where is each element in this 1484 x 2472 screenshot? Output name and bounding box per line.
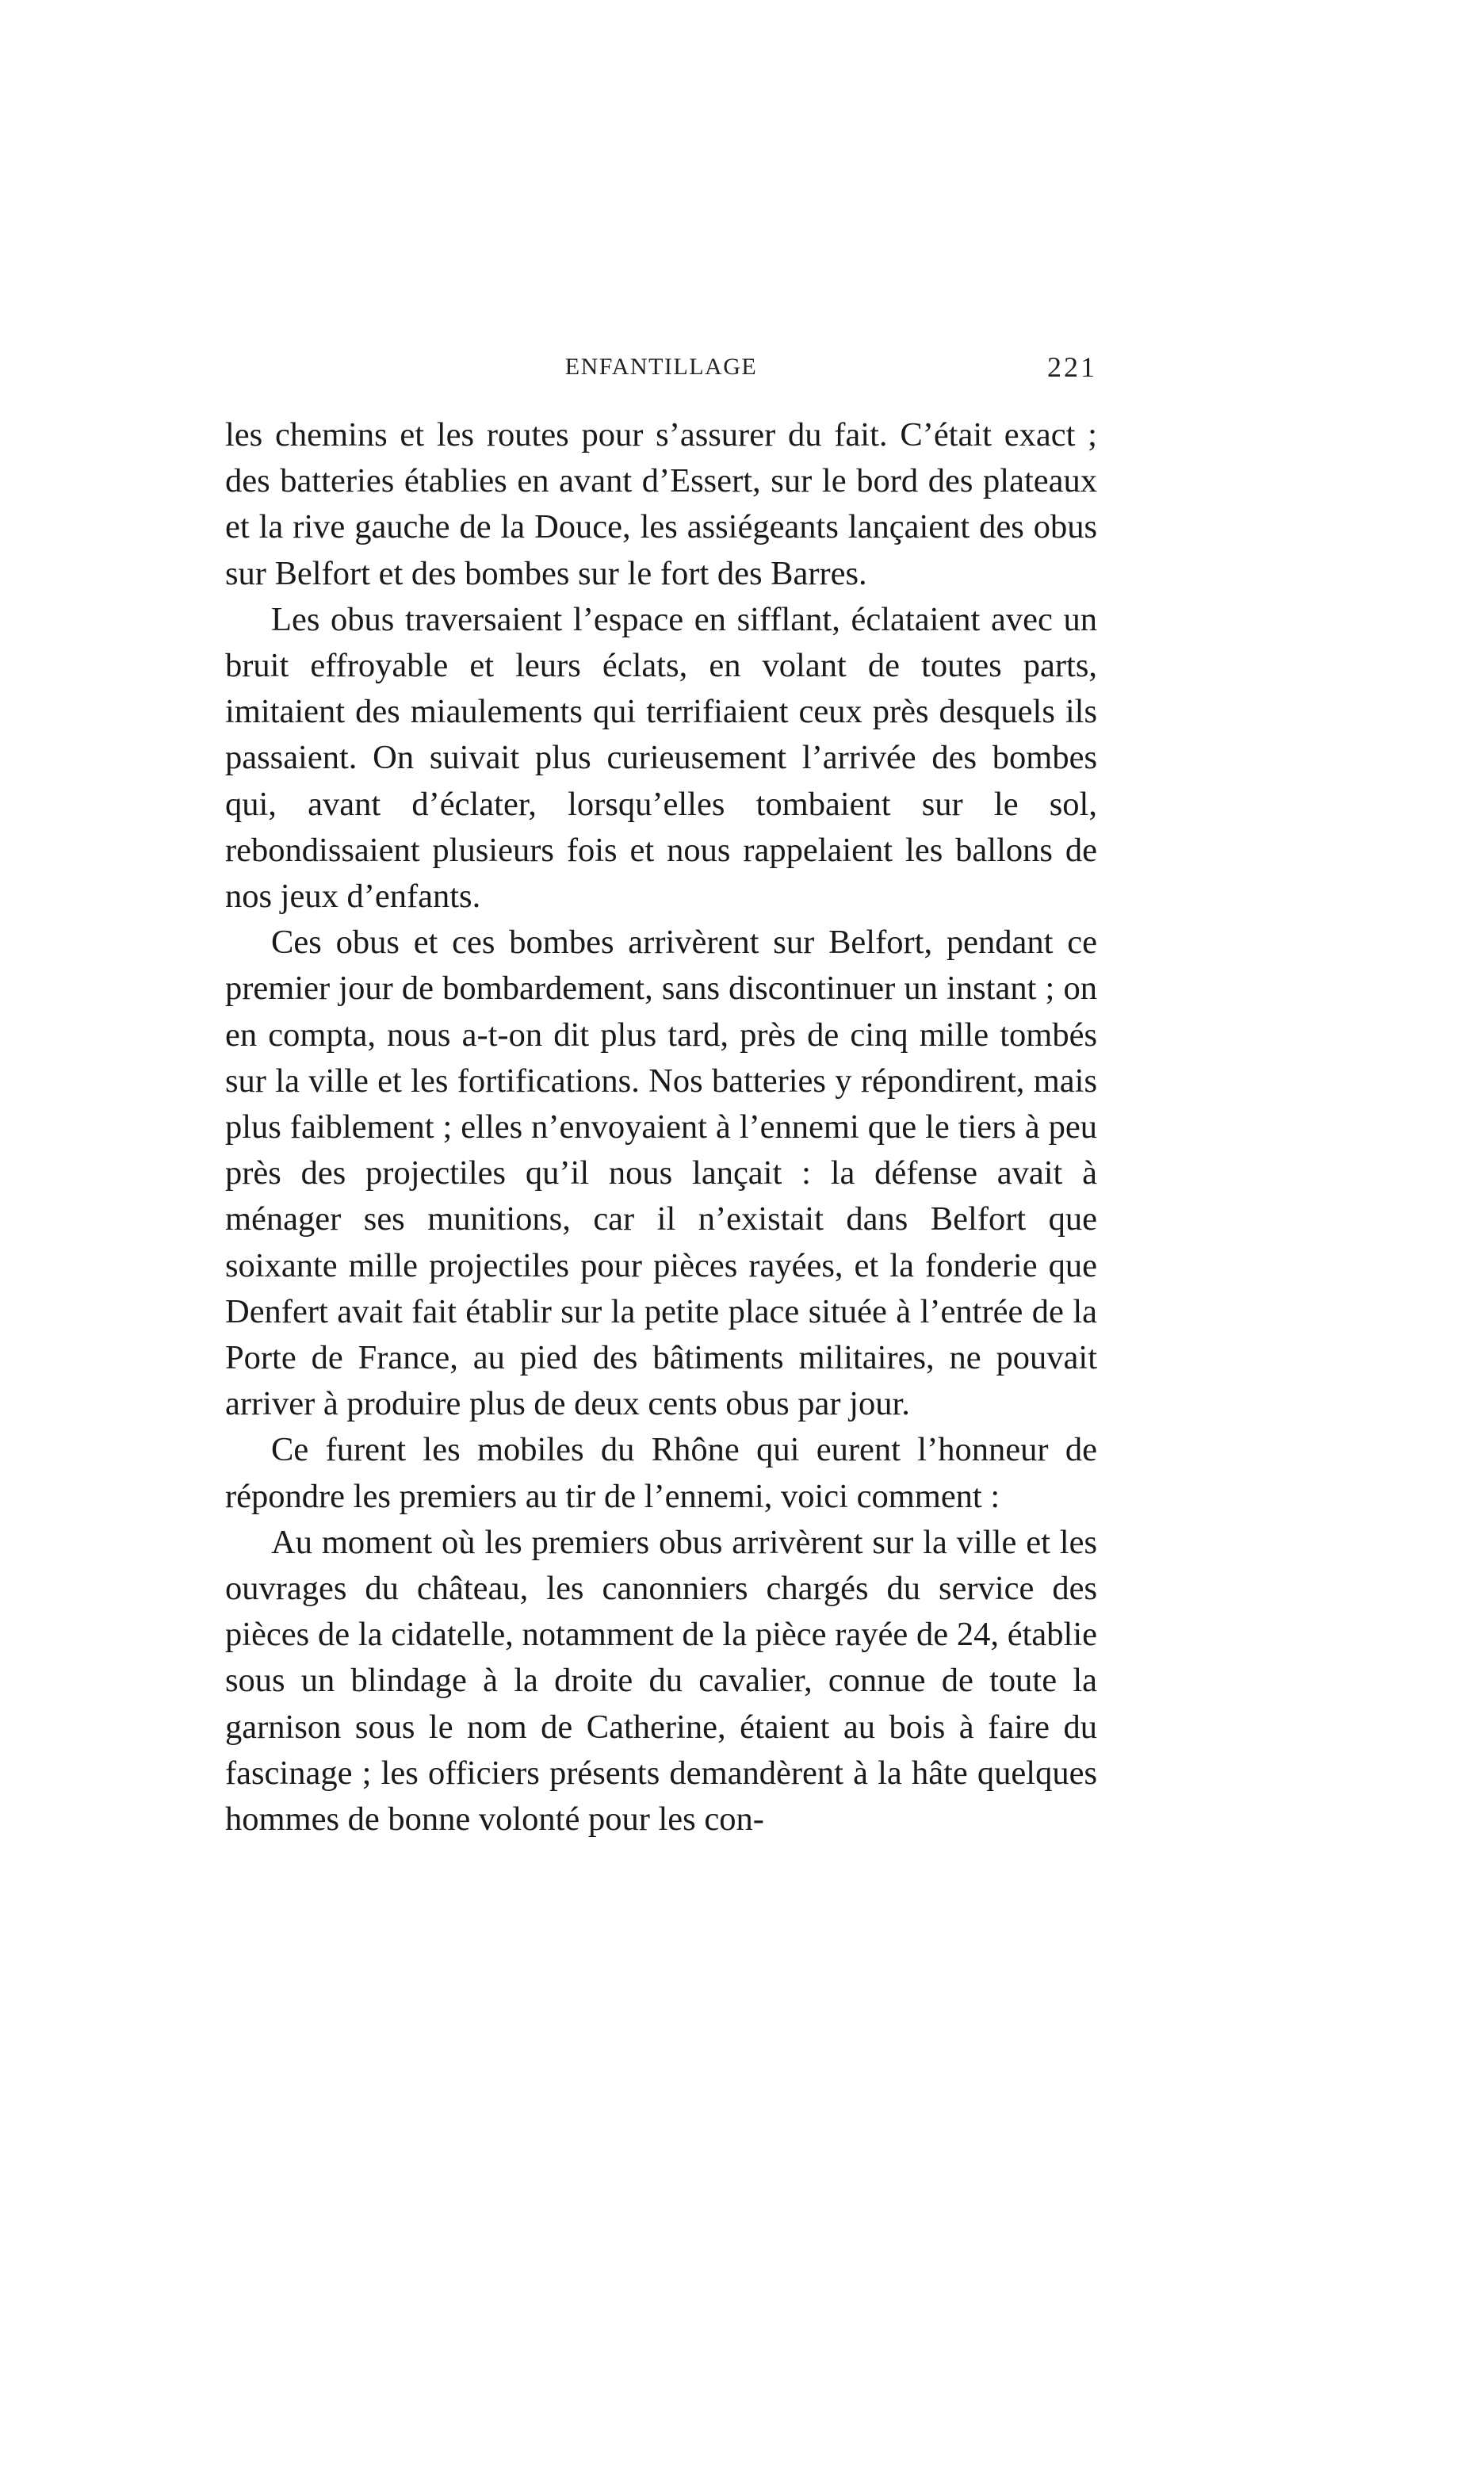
running-title: ENFANTILLAGE [564,354,758,380]
paragraph-5: Au moment où les premiers obus arrivèrent sur la ville et les ouvrages du château, les canonniers chargés du service des pièces de la cidatelle, notamment de la pièce rayée de 24, établie sous un blindage à la droite du cavalier, connue de toute la garnison sous le nom de Catherine, étaient au bois à faire du fascinage ; les officiers présents demandèrent à la hâte quelques hommes de bonne volonté pour les con- [225,1523,1097,1839]
paragraph-3: Ces obus et ces bombes arrivèrent sur Belfort, pendant ce premier jour de bombardement, sans discontinuer un instant ; on en compta, nous a-t-on dit plus tard, près de cinq mille tombés sur la ville et les fortifications. Nos batteries y répondirent, mais plus faiblement ; elles n’envoyaient à l’ennemi que le tiers à peu près des projectiles qu’il nous lançait : la défense avait à ménager ses munitions, car il n’existait dans Belfort que soixante mille projectiles pour pièces rayées, et la fonderie que Denfert avait fait établir sur la petite place située à l’entrée de la Porte de France, au pied des bâtiments militaires, ne pouvait arriver à produire plus de deux cents obus par jour. [225,924,1097,1423]
paragraph-1: les chemins et les routes pour s’assurer du fait. C’était exact ; des batteries établies en avant d’Essert, sur le bord des plateaux et la rive gauche de la Douce, les assiégeants lançaient des obus sur Belfort et des bombes sur le fort des Barres. [225,416,1097,592]
body-text [225,412,1097,1843]
running-header [225,351,1097,392]
page-number: 221 [1047,351,1097,383]
paragraph-4: Ce furent les mobiles du Rhône qui eurent l’honneur de répondre les premiers au tir de l’ennemi, voici comment : [225,1431,1097,1515]
paragraph-2: Les obus traversaient l’espace en sifflant, éclataient avec un bruit effroyable et leurs éclats, en volant de toutes parts, imitaient des miaulements qui terrifiaient ceux près desquels ils passaient. On suivait plus curieusement l’arrivée des bombes qui, avant d’éclater, lorsqu’elles tombaient sur le sol, rebondissaient plusieurs fois et nous rappelaient les ballons de nos jeux d’enfants. [225,600,1097,916]
